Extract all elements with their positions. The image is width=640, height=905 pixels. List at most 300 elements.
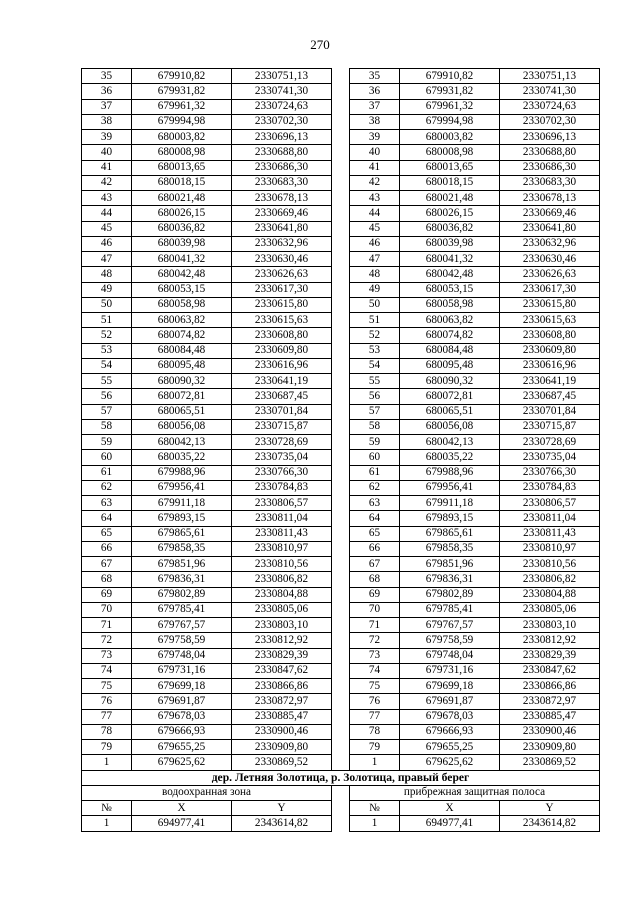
- left-x-coordinate: 679748,04: [132, 648, 232, 663]
- right-x-coordinate: 680021,48: [400, 191, 500, 206]
- column-gap: [332, 557, 350, 572]
- left-header-x: X: [132, 801, 232, 816]
- left-zone-title: водоохранная зона: [82, 785, 332, 800]
- right-x-coordinate: 679893,15: [400, 511, 500, 526]
- right-point-number: 45: [350, 221, 400, 236]
- left-y-coordinate: 2330702,30: [232, 114, 332, 129]
- left-point-number: 57: [82, 404, 132, 419]
- left-point-number: 61: [82, 465, 132, 480]
- right-y-coordinate: 2330806,82: [500, 572, 600, 587]
- right-point-number: 47: [350, 252, 400, 267]
- table-row: [82, 114, 600, 129]
- right-x-coordinate: 680072,81: [400, 389, 500, 404]
- left-x-coordinate: 679911,18: [132, 496, 232, 511]
- left-point-number: 54: [82, 358, 132, 373]
- left-y-coordinate: 2330735,04: [232, 450, 332, 465]
- table-row: [82, 724, 600, 739]
- table-row: [82, 602, 600, 617]
- right-point-number: 39: [350, 130, 400, 145]
- right-point-number: 53: [350, 343, 400, 358]
- right-point-number: 43: [350, 191, 400, 206]
- table-row: [82, 450, 600, 465]
- column-gap: [332, 511, 350, 526]
- column-gap: [332, 328, 350, 343]
- right-point-number: 71: [350, 618, 400, 633]
- right-x-coordinate: 679911,18: [400, 496, 500, 511]
- right-point-number: 1: [350, 816, 400, 831]
- left-point-number: 53: [82, 343, 132, 358]
- right-y-coordinate: 2330909,80: [500, 740, 600, 755]
- left-point-number: 75: [82, 679, 132, 694]
- column-gap: [332, 267, 350, 282]
- column-gap: [332, 236, 350, 251]
- right-point-number: 69: [350, 587, 400, 602]
- right-y-coordinate: 2330608,80: [500, 328, 600, 343]
- table-row: [82, 740, 600, 755]
- table-row: [82, 313, 600, 328]
- left-point-number: 42: [82, 175, 132, 190]
- left-point-number: 64: [82, 511, 132, 526]
- table-row: [82, 587, 600, 602]
- table-row: [82, 419, 600, 434]
- column-gap: [332, 648, 350, 663]
- right-y-coordinate: 2330669,46: [500, 206, 600, 221]
- column-gap: [332, 435, 350, 450]
- right-y-coordinate: 2330615,63: [500, 313, 600, 328]
- left-x-coordinate: 679836,31: [132, 572, 232, 587]
- left-x-coordinate: 680056,08: [132, 419, 232, 434]
- left-x-coordinate: 680036,82: [132, 221, 232, 236]
- right-point-number: 76: [350, 694, 400, 709]
- right-y-coordinate: 2330805,06: [500, 602, 600, 617]
- left-y-coordinate: 2330811,43: [232, 526, 332, 541]
- right-point-number: 46: [350, 236, 400, 251]
- right-y-coordinate: 2330847,62: [500, 663, 600, 678]
- left-point-number: 36: [82, 84, 132, 99]
- left-x-coordinate: 679731,16: [132, 663, 232, 678]
- right-x-coordinate: 679956,41: [400, 480, 500, 495]
- right-x-coordinate: 679858,35: [400, 541, 500, 556]
- left-point-number: 58: [82, 419, 132, 434]
- right-point-number: 41: [350, 160, 400, 175]
- table-row: [82, 297, 600, 312]
- right-x-coordinate: 680063,82: [400, 313, 500, 328]
- right-point-number: 55: [350, 374, 400, 389]
- left-x-coordinate: 679785,41: [132, 602, 232, 617]
- right-x-coordinate: 680018,15: [400, 175, 500, 190]
- left-x-coordinate: 679851,96: [132, 557, 232, 572]
- right-x-coordinate: 680026,15: [400, 206, 500, 221]
- right-y-coordinate: 2330615,80: [500, 297, 600, 312]
- left-point-number: 73: [82, 648, 132, 663]
- right-header-number: №: [350, 801, 400, 816]
- section-title-row: [82, 770, 600, 785]
- right-point-number: 79: [350, 740, 400, 755]
- left-y-coordinate: 2330724,63: [232, 99, 332, 114]
- left-y-coordinate: 2330615,63: [232, 313, 332, 328]
- table-row: [82, 541, 600, 556]
- left-x-coordinate: 679758,59: [132, 633, 232, 648]
- right-x-coordinate: 679678,03: [400, 709, 500, 724]
- right-x-coordinate: 679836,31: [400, 572, 500, 587]
- right-y-coordinate: 2330829,39: [500, 648, 600, 663]
- left-x-coordinate: 680053,15: [132, 282, 232, 297]
- table-row: [82, 221, 600, 236]
- left-point-number: 70: [82, 602, 132, 617]
- right-x-coordinate: 680035,22: [400, 450, 500, 465]
- right-y-coordinate: 2330728,69: [500, 435, 600, 450]
- column-gap: [332, 343, 350, 358]
- right-point-number: 63: [350, 496, 400, 511]
- right-point-number: 62: [350, 480, 400, 495]
- left-point-number: 55: [82, 374, 132, 389]
- table-row: [82, 191, 600, 206]
- right-y-coordinate: 2330766,30: [500, 465, 600, 480]
- left-x-coordinate: 680058,98: [132, 297, 232, 312]
- left-point-number: 76: [82, 694, 132, 709]
- left-header-y: Y: [232, 801, 332, 816]
- column-gap: [332, 480, 350, 495]
- column-gap: [332, 496, 350, 511]
- column-gap: [332, 587, 350, 602]
- left-point-number: 77: [82, 709, 132, 724]
- left-x-coordinate: 680042,13: [132, 435, 232, 450]
- left-y-coordinate: 2330696,13: [232, 130, 332, 145]
- left-point-number: 50: [82, 297, 132, 312]
- right-x-coordinate: 680036,82: [400, 221, 500, 236]
- right-x-coordinate: 680084,48: [400, 343, 500, 358]
- right-y-coordinate: 2330686,30: [500, 160, 600, 175]
- left-y-coordinate: 2330806,57: [232, 496, 332, 511]
- left-x-coordinate: 679956,41: [132, 480, 232, 495]
- right-point-number: 37: [350, 99, 400, 114]
- left-x-coordinate: 680042,48: [132, 267, 232, 282]
- zone-title-row: [82, 785, 600, 800]
- column-gap: [332, 709, 350, 724]
- left-x-coordinate: 680026,15: [132, 206, 232, 221]
- right-x-coordinate: 680095,48: [400, 358, 500, 373]
- left-x-coordinate: 679961,32: [132, 99, 232, 114]
- column-gap: [332, 145, 350, 160]
- column-gap: [332, 618, 350, 633]
- column-gap: [332, 740, 350, 755]
- left-point-number: 71: [82, 618, 132, 633]
- right-x-coordinate: 679910,82: [400, 69, 500, 84]
- left-point-number: 66: [82, 541, 132, 556]
- table-row: [82, 160, 600, 175]
- left-y-coordinate: 2330900,46: [232, 724, 332, 739]
- left-point-number: 43: [82, 191, 132, 206]
- left-y-coordinate: 2330630,46: [232, 252, 332, 267]
- right-x-coordinate: 679851,96: [400, 557, 500, 572]
- left-point-number: 45: [82, 221, 132, 236]
- right-point-number: 40: [350, 145, 400, 160]
- column-gap: [332, 374, 350, 389]
- left-point-number: 79: [82, 740, 132, 755]
- right-point-number: 78: [350, 724, 400, 739]
- column-gap: [332, 358, 350, 373]
- right-point-number: 61: [350, 465, 400, 480]
- left-header-number: №: [82, 801, 132, 816]
- column-gap: [332, 252, 350, 267]
- right-x-coordinate: 680042,13: [400, 435, 500, 450]
- left-point-number: 44: [82, 206, 132, 221]
- left-y-coordinate: 2330617,30: [232, 282, 332, 297]
- table-row: [82, 755, 600, 770]
- left-x-coordinate: 680035,22: [132, 450, 232, 465]
- right-y-coordinate: 2330702,30: [500, 114, 600, 129]
- left-point-number: 1: [82, 816, 132, 831]
- left-y-coordinate: 2330669,46: [232, 206, 332, 221]
- right-y-coordinate: 2330810,56: [500, 557, 600, 572]
- right-x-coordinate: 679988,96: [400, 465, 500, 480]
- table-row: [82, 145, 600, 160]
- right-header-y: Y: [500, 801, 600, 816]
- column-gap: [332, 69, 350, 84]
- left-point-number: 74: [82, 663, 132, 678]
- column-gap: [332, 450, 350, 465]
- right-point-number: 54: [350, 358, 400, 373]
- right-point-number: 50: [350, 297, 400, 312]
- table-row: [82, 496, 600, 511]
- column-gap: [332, 602, 350, 617]
- right-y-coordinate: 2330872,97: [500, 694, 600, 709]
- left-x-coordinate: 680008,98: [132, 145, 232, 160]
- header-row: [82, 801, 600, 816]
- left-x-coordinate: 680095,48: [132, 358, 232, 373]
- right-y-coordinate: 2330812,92: [500, 633, 600, 648]
- column-gap: [332, 755, 350, 770]
- column-gap: [332, 633, 350, 648]
- table-row: [82, 694, 600, 709]
- column-gap: [332, 99, 350, 114]
- right-point-number: 66: [350, 541, 400, 556]
- column-gap: [332, 694, 350, 709]
- table-row: [82, 511, 600, 526]
- column-gap: [332, 191, 350, 206]
- table-row: [82, 99, 600, 114]
- column-gap: [332, 801, 350, 816]
- left-point-number: 63: [82, 496, 132, 511]
- left-y-coordinate: 2330615,80: [232, 297, 332, 312]
- right-y-coordinate: 2330869,52: [500, 755, 600, 770]
- left-x-coordinate: 680018,15: [132, 175, 232, 190]
- right-y-coordinate: 2330811,43: [500, 526, 600, 541]
- right-y-coordinate: 2330803,10: [500, 618, 600, 633]
- column-gap: [332, 313, 350, 328]
- left-y-coordinate: 2330632,96: [232, 236, 332, 251]
- left-x-coordinate: 679699,18: [132, 679, 232, 694]
- column-gap: [332, 816, 350, 831]
- table-row: [82, 69, 600, 84]
- table-row: [82, 816, 600, 831]
- right-y-coordinate: 2330617,30: [500, 282, 600, 297]
- right-zone-title: прибрежная защитная полоса: [350, 785, 600, 800]
- table-row: [82, 465, 600, 480]
- right-point-number: 74: [350, 663, 400, 678]
- table-row: [82, 389, 600, 404]
- right-point-number: 60: [350, 450, 400, 465]
- left-point-number: 72: [82, 633, 132, 648]
- table-row: [82, 435, 600, 450]
- right-x-coordinate: 680074,82: [400, 328, 500, 343]
- left-point-number: 40: [82, 145, 132, 160]
- right-x-coordinate: 680053,15: [400, 282, 500, 297]
- right-y-coordinate: 2330810,97: [500, 541, 600, 556]
- left-point-number: 38: [82, 114, 132, 129]
- left-x-coordinate: 680063,82: [132, 313, 232, 328]
- left-y-coordinate: 2330641,19: [232, 374, 332, 389]
- right-point-number: 72: [350, 633, 400, 648]
- right-x-coordinate: 679666,93: [400, 724, 500, 739]
- right-x-coordinate: 680041,32: [400, 252, 500, 267]
- right-point-number: 56: [350, 389, 400, 404]
- right-y-coordinate: 2330701,84: [500, 404, 600, 419]
- column-gap: [332, 785, 350, 800]
- right-x-coordinate: 680008,98: [400, 145, 500, 160]
- right-x-coordinate: 680065,51: [400, 404, 500, 419]
- right-point-number: 38: [350, 114, 400, 129]
- right-point-number: 68: [350, 572, 400, 587]
- right-y-coordinate: 2330885,47: [500, 709, 600, 724]
- right-y-coordinate: 2330735,04: [500, 450, 600, 465]
- right-x-coordinate: 680013,65: [400, 160, 500, 175]
- left-x-coordinate: 680090,32: [132, 374, 232, 389]
- table-row: [82, 709, 600, 724]
- right-point-number: 44: [350, 206, 400, 221]
- right-y-coordinate: 2330715,87: [500, 419, 600, 434]
- table-row: [82, 404, 600, 419]
- right-y-coordinate: 2330678,13: [500, 191, 600, 206]
- table-row: [82, 252, 600, 267]
- left-x-coordinate: 680021,48: [132, 191, 232, 206]
- left-x-coordinate: 679655,25: [132, 740, 232, 755]
- left-point-number: 46: [82, 236, 132, 251]
- column-gap: [332, 419, 350, 434]
- right-y-coordinate: 2330632,96: [500, 236, 600, 251]
- left-point-number: 65: [82, 526, 132, 541]
- left-x-coordinate: 679988,96: [132, 465, 232, 480]
- right-y-coordinate: 2330688,80: [500, 145, 600, 160]
- left-x-coordinate: 679691,87: [132, 694, 232, 709]
- right-point-number: 64: [350, 511, 400, 526]
- right-point-number: 59: [350, 435, 400, 450]
- column-gap: [332, 679, 350, 694]
- left-point-number: 78: [82, 724, 132, 739]
- left-point-number: 48: [82, 267, 132, 282]
- left-y-coordinate: 2330847,62: [232, 663, 332, 678]
- right-x-coordinate: 679655,25: [400, 740, 500, 755]
- right-y-coordinate: 2330751,13: [500, 69, 600, 84]
- table-row: [82, 130, 600, 145]
- left-point-number: 67: [82, 557, 132, 572]
- left-x-coordinate: 679893,15: [132, 511, 232, 526]
- left-x-coordinate: 680084,48: [132, 343, 232, 358]
- column-gap: [332, 206, 350, 221]
- column-gap: [332, 389, 350, 404]
- right-point-number: 35: [350, 69, 400, 84]
- right-point-number: 58: [350, 419, 400, 434]
- right-y-coordinate: 2343614,82: [500, 816, 600, 831]
- left-x-coordinate: 679994,98: [132, 114, 232, 129]
- table-row: [82, 663, 600, 678]
- left-point-number: 39: [82, 130, 132, 145]
- column-gap: [332, 175, 350, 190]
- right-point-number: 1: [350, 755, 400, 770]
- left-x-coordinate: 679910,82: [132, 69, 232, 84]
- right-x-coordinate: 679758,59: [400, 633, 500, 648]
- right-x-coordinate: 679691,87: [400, 694, 500, 709]
- left-x-coordinate: 680074,82: [132, 328, 232, 343]
- left-y-coordinate: 2330678,13: [232, 191, 332, 206]
- left-y-coordinate: 2330686,30: [232, 160, 332, 175]
- table-row: [82, 572, 600, 587]
- left-y-coordinate: 2330829,39: [232, 648, 332, 663]
- right-point-number: 73: [350, 648, 400, 663]
- left-x-coordinate: 680013,65: [132, 160, 232, 175]
- column-gap: [332, 724, 350, 739]
- right-x-coordinate: 679767,57: [400, 618, 500, 633]
- page-number: 270: [310, 37, 330, 52]
- right-y-coordinate: 2330696,13: [500, 130, 600, 145]
- right-header-x: X: [400, 801, 500, 816]
- right-y-coordinate: 2330630,46: [500, 252, 600, 267]
- left-y-coordinate: 2330803,10: [232, 618, 332, 633]
- right-x-coordinate: 679931,82: [400, 84, 500, 99]
- table-row: [82, 374, 600, 389]
- left-x-coordinate: 680041,32: [132, 252, 232, 267]
- section-title: дер. Летняя Золотица, р. Золотица, правый берег: [82, 770, 600, 785]
- right-point-number: 65: [350, 526, 400, 541]
- right-point-number: 49: [350, 282, 400, 297]
- left-x-coordinate: 679931,82: [132, 84, 232, 99]
- left-y-coordinate: 2330810,97: [232, 541, 332, 556]
- column-gap: [332, 130, 350, 145]
- left-y-coordinate: 2330810,56: [232, 557, 332, 572]
- right-x-coordinate: 679802,89: [400, 587, 500, 602]
- left-x-coordinate: 679678,03: [132, 709, 232, 724]
- column-gap: [332, 84, 350, 99]
- table-row: [82, 175, 600, 190]
- left-y-coordinate: 2330616,96: [232, 358, 332, 373]
- right-x-coordinate: 680090,32: [400, 374, 500, 389]
- table-row: [82, 648, 600, 663]
- left-point-number: 1: [82, 755, 132, 770]
- left-y-coordinate: 2330909,80: [232, 740, 332, 755]
- left-x-coordinate: 679858,35: [132, 541, 232, 556]
- right-point-number: 52: [350, 328, 400, 343]
- left-x-coordinate: 680003,82: [132, 130, 232, 145]
- right-y-coordinate: 2330626,63: [500, 267, 600, 282]
- table-row: [82, 328, 600, 343]
- column-gap: [332, 404, 350, 419]
- table-row: [82, 358, 600, 373]
- left-x-coordinate: 694977,41: [132, 816, 232, 831]
- right-x-coordinate: 679994,98: [400, 114, 500, 129]
- column-gap: [332, 160, 350, 175]
- right-x-coordinate: 679961,32: [400, 99, 500, 114]
- left-x-coordinate: 679767,57: [132, 618, 232, 633]
- column-gap: [332, 541, 350, 556]
- left-y-coordinate: 2343614,82: [232, 816, 332, 831]
- right-y-coordinate: 2330784,83: [500, 480, 600, 495]
- left-y-coordinate: 2330609,80: [232, 343, 332, 358]
- table-row: [82, 557, 600, 572]
- left-y-coordinate: 2330687,45: [232, 389, 332, 404]
- left-point-number: 62: [82, 480, 132, 495]
- table-row: [82, 282, 600, 297]
- right-point-number: 51: [350, 313, 400, 328]
